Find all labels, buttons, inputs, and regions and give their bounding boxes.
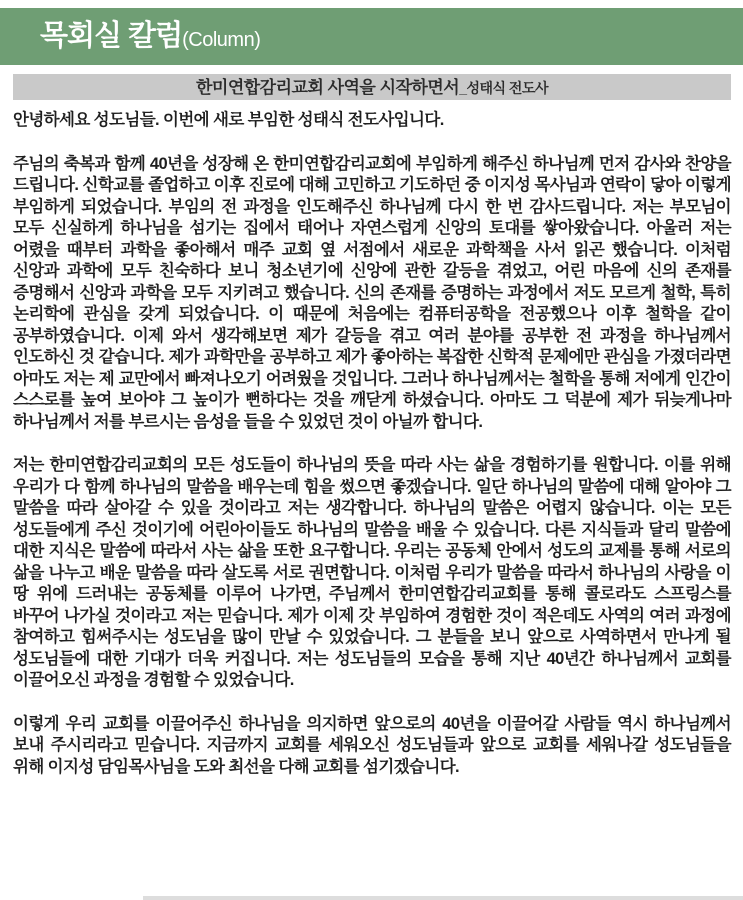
header-banner — [0, 8, 743, 65]
next-section-divider — [143, 896, 743, 900]
article-author: _성태식 전도사 — [459, 80, 549, 96]
article-title-bar — [13, 74, 731, 100]
paragraph-greeting: 안녕하세요 성도님들. 이번에 새로 부임한 성태식 전도사입니다. — [13, 111, 444, 129]
paragraph-background: 주님의 축복과 함께 40년을 성장해 온 한미연합감리교회에 부임하게 해주신 하나님께 먼저 감사와 찬양을 드립니다. 신학교를 졸업하고 이후 진로에 대해 고민하고 기도하던 중 이지성 목사님과 연락이 닿아 이렇게 부임하게 되었습니다. 부임의 전 과정을 인도해주신 하나님께 다시 한 번 감사드립니다. 저는 부모님이 모두 신실하게 하나님을 섬기는 집에서 태어나 자연스럽게 신앙의 토대를 쌓아왔습니다. 아울러 저는 어렸을 때부터 과학을 좋아해서 매주 교회 옆 서점에서 새로운 과학책을 사서 읽곤 했습니다. 이처럼 신앙과 과학에 모두 친숙하다 보니 청소년기에 신앙에 관한 갈등을 겪었고, 어린 마음에 신의 존재를 증명해서 신앙과 과학을 모두 지키려고 했습니다. 신의 존재를 증명하는 과정에서 저도 모르게 철학, 특히 논리학에 관심을 갖게 되었습니다. 이 때문에 처음에는 컴퓨터공학을 전공했으나 이후 철학을 같이 공부하였습니다. 이제 와서 생각해보면 제가 갈등을 겪고 여러 분야를 공부한 전 과정을 하나님께서 인도하신 것 같습니다. 제가 과학만을 공부하고 제가 좋아하는 복잡한 신학적 문제에만 관심을 가졌더라면 아마도 저는 제 교만에서 빠져나오기 어려웠을 것입니다. 그러나 하나님께서는 철학을 통해 저에게 인간이 스스로를 높여 보아야 그 높이가 뻔하다는 것을 깨닫게 하셨습니다. 아마도 그 덕분에 제가 뒤늦게나마 하나님께서 저를 부르시는 음성을 들을 수 있었던 것이 아닐까 합니다. — [13, 154, 731, 431]
article-body — [13, 110, 731, 800]
paragraph-closing: 이렇게 우리 교회를 이끌어주신 하나님을 의지하면 앞으로의 40년을 이끌어갈 사람들 역시 하나님께서 보내 주시리라고 믿습니다. 지금까지 교회를 세워오신 성도님들과 앞으로 교회를 세워나갈 성도님들을 위해 이지성 담임목사님을 도와 최선을 다해 교회를 섬기겠습니다. — [13, 714, 731, 776]
column-section-title-suffix: (Column) — [182, 28, 261, 51]
article-title: 한미연합감리교회 사역을 시작하면서 — [195, 77, 460, 97]
column-section-title: 목회실 칼럼 — [40, 20, 183, 52]
paragraph-vision: 저는 한미연합감리교회의 모든 성도들이 하나님의 뜻을 따라 사는 삶을 경험하기를 원합니다. 이를 위해 우리가 다 함께 하나님의 말씀을 배우는데 힘을 썼으면 좋겠습니다. 일단 하나님의 말씀에 대해 알아야 그 말씀을 따라 살아갈 수 있을 것이라고 저는 생각합니다. 하나님의 말씀은 어렵지 않습니다. 이는 모든 성도들에게 주신 것이기에 어린아이들도 하나님의 말씀을 배울 수 있습니다. 다른 지식들과 달리 말씀에 대한 지식은 말씀에 따라서 사는 삶을 또한 요구합니다. 우리는 공동체 안에서 성도의 교제를 통해 서로의 삶을 나누고 배운 말씀을 따라 살도록 서로 권면합니다. 이처럼 우리가 말씀을 따라서 하나님의 사랑을 이 땅 위에 드러내는 공동체를 이루어 나가면, 주님께서 한미연합감리교회를 통해 콜로라도 스프링스를 바꾸어 나가실 것이라고 저는 믿습니다. 제가 이제 갓 부임하여 경험한 것이 적은데도 사역의 여러 과정에 참여하고 힘써주시는 성도님을 많이 만날 수 있었습니다. 그 분들을 보니 앞으로 사역하면서 만나게 될 성도님들에 대한 기대가 더욱 커집니다. 저는 성도님들의 모습을 통해 지난 40년간 하나님께서 교회를 이끌어오신 과정을 경험할 수 있었습니다. — [13, 456, 731, 689]
